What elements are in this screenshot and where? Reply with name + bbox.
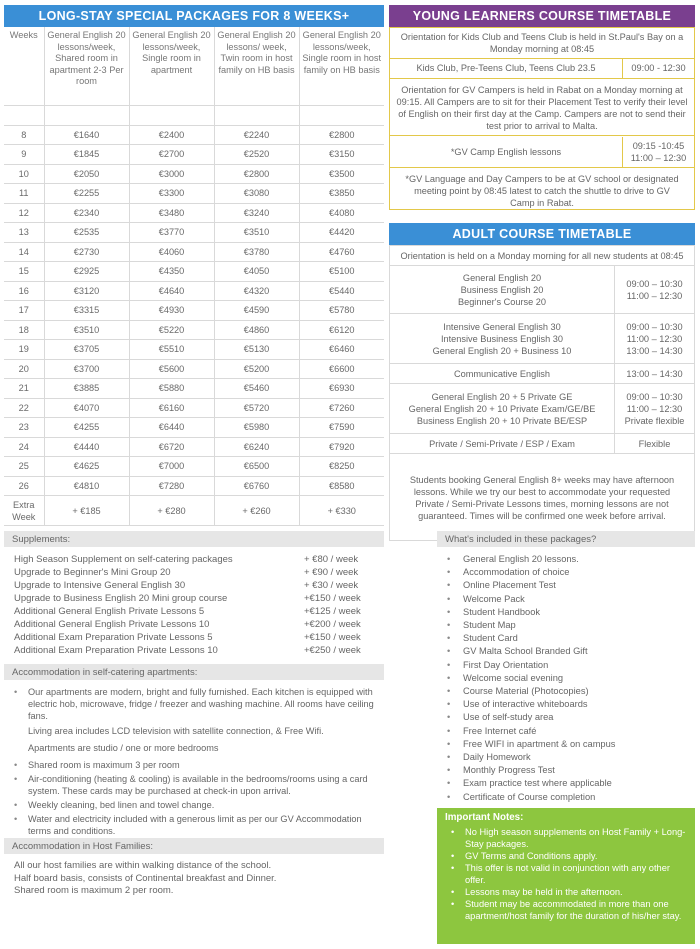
included-title: What's included in these packages? bbox=[437, 531, 695, 547]
price-cell: €4060 bbox=[129, 242, 214, 262]
list-item: • Accommodation of choice bbox=[447, 566, 695, 579]
clubs-time: 09:00 - 12:30 bbox=[622, 59, 694, 78]
table-row bbox=[4, 184, 384, 204]
price-cell: €4320 bbox=[214, 281, 299, 301]
course-name: Business English 20 + 10 Private BE/ESP bbox=[416, 415, 588, 426]
supplement-name: Additional General English Private Lessons 5 bbox=[14, 606, 205, 617]
table-row bbox=[4, 262, 384, 282]
price-cell: €2925 bbox=[44, 262, 129, 282]
camp-lessons: *GV Camp English lessons bbox=[450, 146, 562, 157]
price-cell: €3780 bbox=[214, 242, 299, 262]
list-item: • Monthly Progress Test bbox=[447, 764, 695, 777]
col-header-single-host: General English 20 lessons/week, Single room in host family on HB basis bbox=[299, 27, 384, 105]
list-item: • Use of self-study area bbox=[447, 711, 695, 724]
supplement-row bbox=[4, 618, 384, 631]
list-item: • Free Internet café bbox=[447, 725, 695, 738]
col-header-twin-host: General English 20 lessons/ week, Twin room in host family on HB basis bbox=[214, 27, 299, 105]
weeks-cell: 10 bbox=[4, 164, 44, 184]
supplement-name: Additional Exam Preparation Private Lessons 10 bbox=[14, 645, 218, 656]
price-cell: €2800 bbox=[214, 164, 299, 184]
price-cell: €2340 bbox=[44, 203, 129, 223]
table-row bbox=[4, 457, 384, 477]
table-row bbox=[4, 242, 384, 262]
list-item: • Welcome Pack bbox=[447, 593, 695, 606]
course-name: General English 20 + Business 10 bbox=[432, 345, 572, 356]
price-cell: €8580 bbox=[299, 476, 384, 496]
time-slot: Flexible bbox=[614, 434, 694, 453]
price-cell: €4810 bbox=[44, 476, 129, 496]
price-cell: €1640 bbox=[44, 125, 129, 145]
course-name: Private / Semi-Private / ESP / Exam bbox=[429, 438, 575, 449]
list-item: • Shared room is maximum 3 per room bbox=[14, 759, 384, 771]
price-cell: €7280 bbox=[129, 476, 214, 496]
price-cell: €5600 bbox=[129, 359, 214, 379]
adult-times-2 bbox=[614, 314, 694, 363]
price-cell: €7260 bbox=[299, 398, 384, 418]
included-list bbox=[437, 547, 695, 804]
list-item: • Daily Homework bbox=[447, 751, 695, 764]
list-item: • First Day Orientation bbox=[447, 659, 695, 672]
price-cell: €1845 bbox=[44, 145, 129, 165]
time-slot: 11:00 – 12:30 bbox=[626, 333, 683, 344]
camp-row bbox=[389, 136, 695, 168]
price-cell: €3705 bbox=[44, 340, 129, 360]
price-cell: €4640 bbox=[129, 281, 214, 301]
price-cell: €4625 bbox=[44, 457, 129, 477]
price-cell: €5130 bbox=[214, 340, 299, 360]
price-cell: €5510 bbox=[129, 340, 214, 360]
weeks-cell: 14 bbox=[4, 242, 44, 262]
supplement-row bbox=[4, 579, 384, 592]
table-row bbox=[4, 320, 384, 340]
supplement-price: +€150 / week bbox=[304, 632, 361, 643]
table-row bbox=[4, 281, 384, 301]
time-slot: 09:00 – 10:30 bbox=[626, 278, 683, 289]
course-name: General English 20 + 10 Private Exam/GE/BE bbox=[408, 403, 596, 414]
price-cell: €3770 bbox=[129, 223, 214, 243]
list-item: • Student Handbook bbox=[447, 606, 695, 619]
adult-title: ADULT COURSE TIMETABLE bbox=[389, 223, 695, 245]
supplement-row bbox=[4, 605, 384, 618]
price-cell: €4255 bbox=[44, 418, 129, 438]
adult-group-4 bbox=[390, 387, 614, 431]
list-item: • Student may be accommodated in more than one apartment/host family for the duration of his/her stay. bbox=[451, 898, 687, 922]
price-cell: €5100 bbox=[299, 262, 384, 282]
supplement-name: High Season Supplement on self-catering packages bbox=[14, 554, 233, 565]
price-cell: €2700 bbox=[129, 145, 214, 165]
table-row bbox=[4, 164, 384, 184]
long-stay-title: LONG-STAY SPECIAL PACKAGES FOR 8 WEEKS+ bbox=[4, 5, 384, 27]
price-cell: + €280 bbox=[129, 496, 214, 526]
weeks-cell: 9 bbox=[4, 145, 44, 165]
adult-orientation bbox=[390, 246, 694, 266]
price-cell: €5440 bbox=[299, 281, 384, 301]
adult-row-2 bbox=[390, 314, 694, 364]
supplement-price: + €90 / week bbox=[304, 567, 359, 578]
clubs-name: Kids Club, Pre-Teens Club, Teens Club 23.5 bbox=[416, 63, 596, 73]
adult-row-1 bbox=[390, 266, 694, 314]
weeks-cell: 19 bbox=[4, 340, 44, 360]
adult-timetable-section bbox=[389, 223, 695, 541]
price-cell: €6240 bbox=[214, 437, 299, 457]
time-slot: 11:00 – 12:30 bbox=[626, 403, 683, 414]
col-header-single-apartment: General English 20 lessons/week, Single room in apartment bbox=[129, 27, 214, 105]
weeks-cell: 13 bbox=[4, 223, 44, 243]
table-row bbox=[4, 379, 384, 399]
price-cell: €6460 bbox=[299, 340, 384, 360]
weeks-cell: 15 bbox=[4, 262, 44, 282]
time-slot: 09:00 – 10:30 bbox=[626, 321, 683, 332]
price-cell: €5780 bbox=[299, 301, 384, 321]
table-row bbox=[4, 418, 384, 438]
adult-row-3 bbox=[390, 364, 694, 384]
weeks-cell: 12 bbox=[4, 203, 44, 223]
supplement-name: Upgrade to Intensive General English 30 bbox=[14, 580, 186, 591]
host-line: Half board basis, consists of Continental breakfast and Dinner. bbox=[14, 872, 277, 884]
price-cell: €3300 bbox=[129, 184, 214, 204]
supplement-row bbox=[4, 592, 384, 605]
long-stay-section bbox=[4, 5, 384, 526]
weeks-cell: 25 bbox=[4, 457, 44, 477]
list-item: • Online Placement Test bbox=[447, 579, 695, 592]
price-cell: €4050 bbox=[214, 262, 299, 282]
camp-time-2: 11:00 – 12:30 bbox=[630, 152, 687, 163]
host-line: Shared room is maximum 2 per room. bbox=[14, 885, 174, 896]
price-cell: €4760 bbox=[299, 242, 384, 262]
adult-orientation-text: Orientation is held on a Monday morning for all new students at 08:45 bbox=[400, 250, 684, 261]
list-item: Apartments are studio / one or more bedrooms bbox=[28, 743, 219, 753]
price-cell: €4590 bbox=[214, 301, 299, 321]
list-item: • Welcome social evening bbox=[447, 672, 695, 685]
time-slot: Private flexible bbox=[624, 415, 685, 426]
price-cell: €2255 bbox=[44, 184, 129, 204]
price-cell: €3510 bbox=[44, 320, 129, 340]
table-row bbox=[4, 203, 384, 223]
weeks-cell: 8 bbox=[4, 125, 44, 145]
price-cell: €6930 bbox=[299, 379, 384, 399]
course-name: General English 20 + 5 Private GE bbox=[431, 391, 573, 402]
included-section bbox=[437, 531, 695, 804]
price-cell: €5880 bbox=[129, 379, 214, 399]
price-cell: €2520 bbox=[214, 145, 299, 165]
young-learners-section bbox=[389, 5, 695, 210]
course-name: Intensive General English 30 bbox=[443, 321, 561, 332]
weeks-cell: 18 bbox=[4, 320, 44, 340]
host-family-section bbox=[4, 838, 384, 898]
supplement-row bbox=[4, 566, 384, 579]
supplement-price: +€125 / week bbox=[304, 606, 361, 617]
list-item: • Water and electricity included with a generous limit as per our GV Accommodation terms and conditions. bbox=[14, 813, 384, 837]
campers-orientation: Orientation for GV Campers is held in Rabat on a Monday morning at 09:15. All Campers are to sit for their Placement Test to verify their level of English on their first day at the Camp. Campers are not to send their test prior to arrival to Malta. bbox=[389, 79, 695, 136]
supplement-row bbox=[4, 553, 384, 566]
price-cell: €6440 bbox=[129, 418, 214, 438]
price-cell: €3080 bbox=[214, 184, 299, 204]
course-name: Business English 20 bbox=[460, 284, 544, 295]
price-cell: €5980 bbox=[214, 418, 299, 438]
weeks-cell: 23 bbox=[4, 418, 44, 438]
supplement-price: +€200 / week bbox=[304, 619, 361, 630]
supplement-price: + €80 / week bbox=[304, 554, 359, 565]
apartment-title: Accommodation in self-catering apartments: bbox=[4, 664, 384, 680]
table-row bbox=[4, 359, 384, 379]
course-name: Communicative English bbox=[454, 368, 550, 379]
supplements-list bbox=[4, 547, 384, 657]
list-item: • Course Material (Photocopies) bbox=[447, 685, 695, 698]
price-cell: €2800 bbox=[299, 125, 384, 145]
col-header-weeks: Weeks bbox=[4, 27, 44, 105]
adult-times-1 bbox=[614, 266, 694, 313]
course-name: Intensive Business English 30 bbox=[440, 333, 564, 344]
price-cell: €5220 bbox=[129, 320, 214, 340]
table-row bbox=[4, 145, 384, 165]
price-cell: €3315 bbox=[44, 301, 129, 321]
price-cell: €4080 bbox=[299, 203, 384, 223]
price-cell: €6760 bbox=[214, 476, 299, 496]
price-cell: €8250 bbox=[299, 457, 384, 477]
apartment-list bbox=[4, 680, 384, 837]
list-item: • Certificate of Course completion bbox=[447, 791, 695, 804]
adult-note: Students booking General English 8+ weeks may have afternoon lessons. While we try our best to accommodate your requested Private / Semi-Private Lessons times, morning lessons are not guaranteed. Times will be confirmed one week before arrival. bbox=[409, 475, 675, 521]
adult-table bbox=[389, 245, 695, 541]
adult-times-4 bbox=[614, 384, 694, 433]
clubs-row bbox=[389, 59, 695, 79]
supplement-price: +€150 / week bbox=[304, 593, 361, 604]
price-cell: €7590 bbox=[299, 418, 384, 438]
table-row bbox=[4, 340, 384, 360]
list-item: • No High season supplements on Host Family + Long-Stay packages. bbox=[451, 826, 687, 850]
weeks-cell: 20 bbox=[4, 359, 44, 379]
weeks-cell: 22 bbox=[4, 398, 44, 418]
list-item: • GV Terms and Conditions apply. bbox=[451, 850, 687, 862]
notes-title: Important Notes: bbox=[445, 812, 524, 823]
supplement-name: Upgrade to Beginner's Mini Group 20 bbox=[14, 567, 171, 578]
price-cell: €4860 bbox=[214, 320, 299, 340]
price-cell: €7000 bbox=[129, 457, 214, 477]
price-cell: €3885 bbox=[44, 379, 129, 399]
supplement-row bbox=[4, 644, 384, 657]
price-cell: €3500 bbox=[299, 164, 384, 184]
time-slot: 11:00 – 12:30 bbox=[626, 290, 683, 301]
notes-list bbox=[445, 826, 687, 922]
price-cell: €2240 bbox=[214, 125, 299, 145]
price-cell: + €260 bbox=[214, 496, 299, 526]
table-row bbox=[4, 437, 384, 457]
price-cell: €4070 bbox=[44, 398, 129, 418]
apartment-accommodation-section bbox=[4, 664, 384, 839]
price-cell: €4350 bbox=[129, 262, 214, 282]
price-cell: €6600 bbox=[299, 359, 384, 379]
price-cell: €7920 bbox=[299, 437, 384, 457]
weeks-cell: 26 bbox=[4, 476, 44, 496]
young-learners-title: YOUNG LEARNERS COURSE TIMETABLE bbox=[389, 5, 695, 27]
supplement-name: Additional Exam Preparation Private Lessons 5 bbox=[14, 632, 213, 643]
time-slot: 13:00 – 14:30 bbox=[614, 364, 694, 383]
supplement-row bbox=[4, 631, 384, 644]
price-cell: €4420 bbox=[299, 223, 384, 243]
supplement-name: Upgrade to Business English 20 Mini group course bbox=[14, 593, 228, 604]
price-cell: €3850 bbox=[299, 184, 384, 204]
price-cell: €3150 bbox=[299, 145, 384, 165]
supplement-price: + €30 / week bbox=[304, 580, 359, 591]
table-row bbox=[4, 398, 384, 418]
time-slot: 09:00 – 10:30 bbox=[626, 391, 683, 402]
price-cell: €2535 bbox=[44, 223, 129, 243]
list-item: • GV Malta School Branded Gift bbox=[447, 645, 695, 658]
price-cell: €5200 bbox=[214, 359, 299, 379]
long-stay-table bbox=[4, 27, 384, 526]
supplements-title: Supplements: bbox=[4, 531, 384, 547]
camp-time-1: 09:15 -10:45 bbox=[632, 140, 685, 151]
adult-row-5 bbox=[390, 434, 694, 454]
course-name: General English 20 bbox=[462, 272, 542, 283]
price-cell: €5720 bbox=[214, 398, 299, 418]
weeks-cell: Extra Week bbox=[4, 496, 44, 526]
list-item: • Student Card bbox=[447, 632, 695, 645]
price-cell: + €185 bbox=[44, 496, 129, 526]
time-slot: 13:00 – 14:30 bbox=[626, 345, 683, 356]
weeks-cell: 24 bbox=[4, 437, 44, 457]
price-cell: €2050 bbox=[44, 164, 129, 184]
list-item: • Our apartments are modern, bright and fully furnished. Each kitchen is equipped with electric hob, microwave, fridge / freezer and washing machine. All rooms have ceiling fans. bbox=[14, 686, 384, 722]
adult-group-2 bbox=[390, 317, 614, 361]
important-notes bbox=[437, 808, 695, 944]
price-cell: €4440 bbox=[44, 437, 129, 457]
list-item: • Exam practice test where applicable bbox=[447, 777, 695, 790]
price-cell: €3120 bbox=[44, 281, 129, 301]
adult-group-1 bbox=[390, 268, 614, 312]
adult-row-4 bbox=[390, 384, 694, 434]
camp-times bbox=[622, 137, 694, 167]
price-cell: €2730 bbox=[44, 242, 129, 262]
weeks-cell: 11 bbox=[4, 184, 44, 204]
table-row bbox=[4, 476, 384, 496]
price-cell: €5460 bbox=[214, 379, 299, 399]
list-item: • Weekly cleaning, bed linen and towel change. bbox=[14, 799, 384, 811]
price-cell: €6160 bbox=[129, 398, 214, 418]
list-item: • Student Map bbox=[447, 619, 695, 632]
price-cell: €2400 bbox=[129, 125, 214, 145]
host-title: Accommodation in Host Families: bbox=[4, 838, 384, 854]
list-item: • General English 20 lessons. bbox=[447, 553, 695, 566]
weeks-cell: 21 bbox=[4, 379, 44, 399]
col-header-shared-apartment: General English 20 lessons/week, Shared room in apartment 2-3 Per room bbox=[44, 27, 129, 105]
course-name: Beginner's Course 20 bbox=[457, 296, 547, 307]
table-row bbox=[4, 125, 384, 145]
table-row bbox=[4, 223, 384, 243]
list-item: Living area includes LCD television with satellite connection, & Free Wifi. bbox=[28, 726, 324, 736]
kids-orientation: Orientation for Kids Club and Teens Club is held in St.Paul's Bay on a Monday morning at 08:45 bbox=[389, 27, 695, 59]
price-cell: €3240 bbox=[214, 203, 299, 223]
weeks-cell: 17 bbox=[4, 301, 44, 321]
list-item: • Air-conditioning (heating & cooling) is available in the bedrooms/rooms using a card system. These cards may be purchased at check-in upon arrival. bbox=[14, 773, 384, 797]
price-cell: €3510 bbox=[214, 223, 299, 243]
host-line: All our host families are within walking distance of the school. bbox=[14, 860, 272, 871]
supplement-name: Additional General English Private Lessons 10 bbox=[14, 619, 210, 630]
supplements-section bbox=[4, 531, 384, 657]
shuttle-note: *GV Language and Day Campers to be at GV school or designated meeting point by 08:45 latest to catch the shuttle to drive to GV Camp in Rabat. bbox=[389, 168, 695, 210]
list-item: • Use of interactive whiteboards bbox=[447, 698, 695, 711]
list-item: • Lessons may be held in the afternoon. bbox=[451, 886, 687, 898]
list-item: • Free WIFI in apartment & on campus bbox=[447, 738, 695, 751]
price-cell: €4930 bbox=[129, 301, 214, 321]
weeks-cell: 16 bbox=[4, 281, 44, 301]
price-cell: €6720 bbox=[129, 437, 214, 457]
list-item: • This offer is not valid in conjunction with any other offer. bbox=[451, 862, 687, 886]
price-cell: + €330 bbox=[299, 496, 384, 526]
supplement-price: +€250 / week bbox=[304, 645, 361, 656]
price-cell: €3000 bbox=[129, 164, 214, 184]
price-cell: €3700 bbox=[44, 359, 129, 379]
price-cell: €6120 bbox=[299, 320, 384, 340]
price-cell: €6500 bbox=[214, 457, 299, 477]
table-row bbox=[4, 301, 384, 321]
extra-week-row bbox=[4, 496, 384, 526]
price-cell: €3480 bbox=[129, 203, 214, 223]
